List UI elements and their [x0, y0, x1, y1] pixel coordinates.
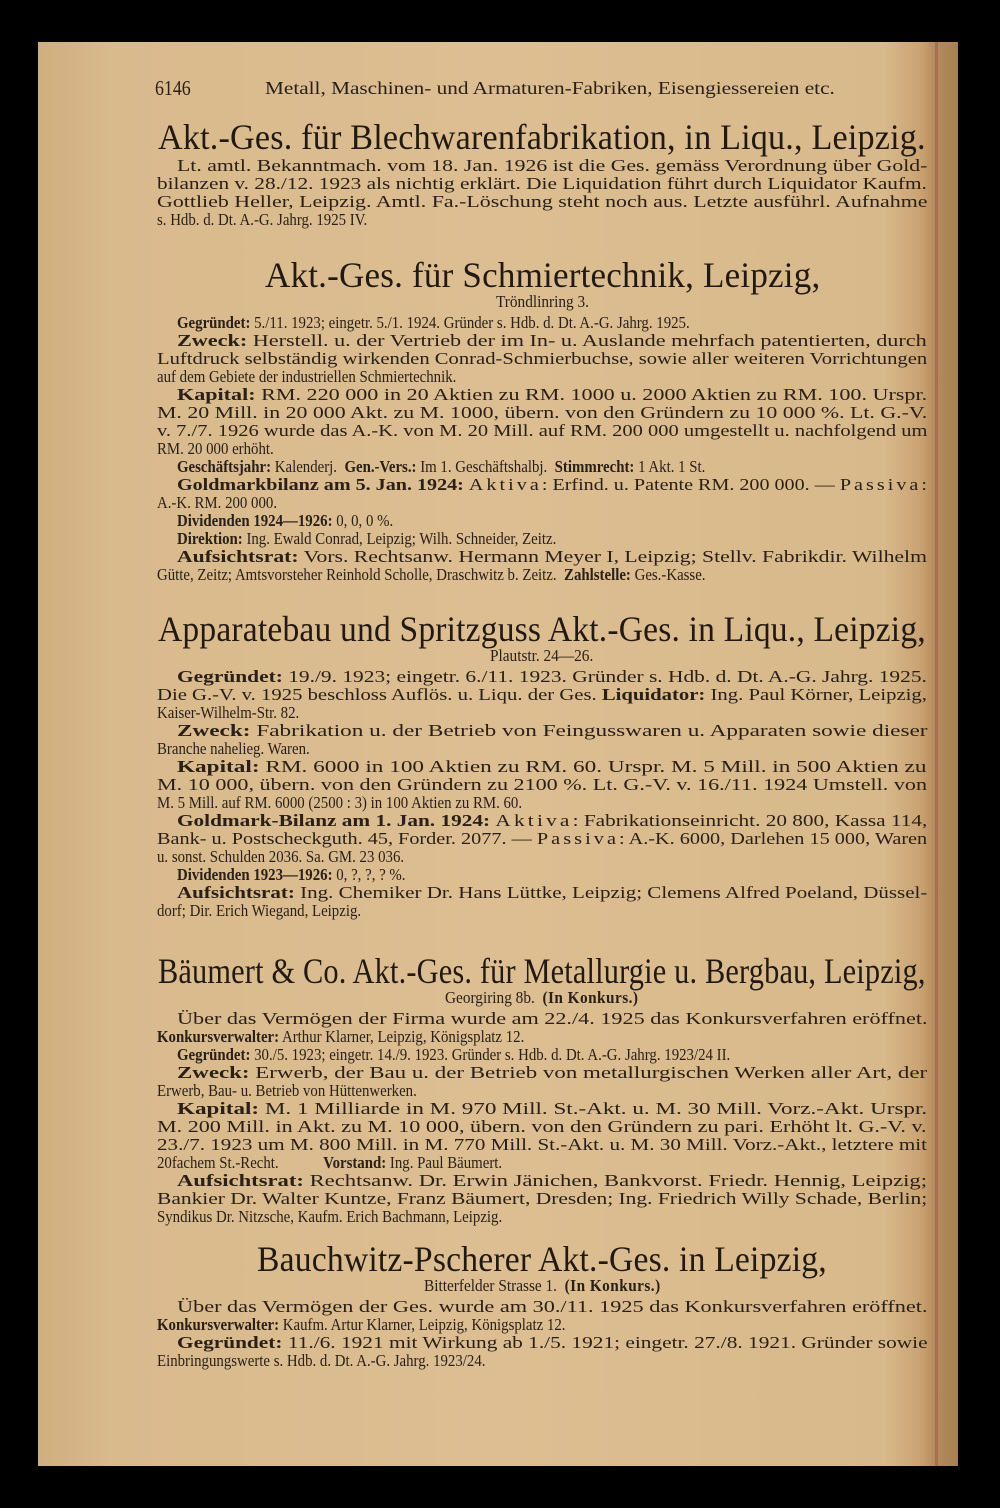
field-text: 5./11. 1923; eingetr. 5./1. 1924. Gründer s. Hdb. d. Dt. A.-G. Jahrg. 1925.	[250, 313, 690, 332]
field-label: Gegründet:	[177, 313, 251, 332]
field-text: 11./6. 1921 mit Wirkung ab 1./5. 1921; eingetr. 27./8. 1921. Gründer sowie	[282, 1333, 928, 1352]
field-text: 0, 0, 0 %.	[332, 511, 394, 530]
field-label: Goldmarkbilanz am 5. Jan. 1924:	[177, 475, 464, 494]
field-label: Zweck:	[177, 1063, 250, 1082]
field-text: RM. 6000 in 100 Aktien zu RM. 60. Urspr. M. 5 Mill. in 500 Aktien zu	[259, 757, 927, 776]
text-line	[157, 1352, 485, 1370]
field-label: Zweck:	[177, 331, 248, 350]
text-line	[177, 866, 406, 884]
field-text: Ing. Paul Bäumert.	[386, 1153, 503, 1172]
field-label: Aufsichtsrat:	[177, 1171, 304, 1190]
text-line	[177, 758, 926, 776]
text-line	[157, 193, 927, 211]
text-line	[177, 812, 927, 830]
field-text: Gottlieb Heller, Leipzig. Amtl. Fa.-Löschung steht noch aus. Letzte ausführl. Aufnahme	[157, 192, 928, 211]
text-line	[157, 566, 706, 584]
field-label: Gegründet:	[177, 667, 283, 686]
address-text: Bitterfelder Strasse 1.	[423, 1276, 557, 1295]
status-konkurs: (In Konkurs.)	[542, 988, 639, 1007]
field-text: Syndikus Dr. Nitzsche, Kaufm. Erich Bachmann, Leipzig.	[157, 1207, 503, 1226]
field-text: Kaufm. Artur Klarner, Leipzig, Königsplatz 12.	[279, 1315, 566, 1334]
text-line	[157, 1316, 566, 1334]
text-line	[157, 1208, 502, 1226]
field-text: v. 7./7. 1926 wurde das A.-K. von M. 20 Mill. auf RM. 200 000 umgestellt u. nachfolgend um	[157, 421, 928, 440]
text-line	[157, 404, 927, 422]
text-line	[157, 686, 927, 704]
field-text: Ges.-Kasse.	[630, 565, 706, 584]
field-text: RM. 20 000 erhöht.	[157, 439, 274, 458]
text-line	[177, 458, 705, 476]
field-label: Liquidator:	[601, 685, 706, 704]
text-line	[157, 740, 310, 758]
text-line	[157, 494, 277, 512]
text-line	[157, 794, 522, 812]
company-address	[490, 646, 593, 666]
text-line	[177, 1046, 730, 1064]
field-text: Gütte, Zeitz; Amtsvorsteher Reinhold Scholle, Draschwitz b. Zeitz.	[157, 565, 565, 584]
address-text: Plautstr. 24—26.	[490, 646, 594, 665]
field-label: Vorstand:	[323, 1153, 387, 1172]
field-text: Bankier Dr. Walter Kuntze, Franz Bäumert, Dresden; Ing. Friedrich Willy Schade, Berlin;	[157, 1189, 928, 1208]
field-label: Zahlstelle:	[564, 565, 631, 584]
field-label: Gen.-Vers.:	[344, 457, 417, 476]
field-text: Erwerb, Bau- u. Betrieb von Hüttenwerken.	[157, 1081, 417, 1100]
field-text: M. 20 Mill. in 20 000 Akt. zu M. 1000, übern. von den Gründern zu 10 000 %. Lt. G.-V.	[157, 403, 928, 422]
text-line	[157, 1082, 417, 1100]
field-text: : A.-K. 6000, Darlehen 15 000, Waren	[619, 829, 928, 848]
company-title: Apparatebau und Spritzguss Akt.-Ges. in Liqu., Leipzig,	[158, 609, 926, 649]
text-line	[157, 1118, 927, 1136]
field-text: Lt. amtl. Bekanntmach. vom 18. Jan. 1926 ist die Ges. gemäss Verordnung über Gold-	[177, 156, 928, 175]
text-line	[157, 350, 927, 368]
field-label: Kapital:	[177, 757, 260, 776]
company-title: Bäumert & Co. Akt.-Ges. für Metallurgie u. Bergbau, Leipzig,	[158, 951, 926, 991]
field-text: Kalenderj.	[271, 457, 345, 476]
field-label: Geschäftsjahr:	[177, 457, 272, 476]
field-label: Stimmrecht:	[554, 457, 635, 476]
field-text: 1 Akt. 1 St.	[634, 457, 706, 476]
field-label: Konkursverwalter:	[157, 1315, 280, 1334]
field-text: M. 5 Mill. auf RM. 6000 (2500 : 3) in 100 Aktien zu RM. 60.	[157, 793, 523, 812]
field-text: :	[921, 475, 927, 494]
field-label: Konkursverwalter:	[157, 1027, 280, 1046]
field-text: A.-K. RM. 200 000.	[157, 493, 278, 512]
spaced-label: Passiva	[536, 829, 620, 848]
field-text: Branche nahelieg. Waren.	[157, 739, 310, 758]
text-line	[177, 1334, 928, 1352]
page-number: 6146	[155, 76, 191, 100]
spaced-label: Passiva	[839, 475, 922, 494]
field-text: dorf; Dir. Erich Wiegand, Leipzig.	[157, 901, 362, 920]
text-line	[177, 1100, 927, 1118]
field-text: Herstell. u. der Vertrieb der im In- u. Auslande mehrfach patentierten, durch	[247, 331, 927, 350]
field-label: Dividenden 1924—1926:	[177, 511, 333, 530]
spaced-label: Aktiva	[468, 475, 542, 494]
address-text: Tröndlinring 3.	[495, 292, 589, 311]
field-label: Zweck:	[177, 721, 251, 740]
field-label: Aufsichtsrat:	[177, 883, 295, 902]
field-text: RM. 220 000 in 20 Aktien zu RM. 1000 u. 2000 Aktien zu RM. 100. Urspr.	[255, 385, 928, 404]
field-text: M. 200 Mill. in Akt. zu M. 10 000, übern. von den Gründern zu pari. Erhöht lt. G.-V. v.	[157, 1117, 927, 1136]
text-line	[157, 211, 367, 229]
text-line	[177, 157, 927, 175]
text-line	[157, 848, 404, 866]
company-title: Akt.-Ges. für Schmiertechnik, Leipzig,	[264, 255, 820, 295]
field-text: Ing. Ewald Conrad, Leipzig; Wilh. Schneider, Zeitz.	[242, 529, 557, 548]
field-text: Fabrikation u. der Betrieb von Feingusswaren u. Apparaten sowie dieser	[250, 721, 928, 740]
field-text: Kaiser-Wilhelm-Str. 82.	[157, 703, 300, 722]
field-text: Über das Vermögen der Ges. wurde am 30./11. 1925 das Konkursverfahren eröffnet.	[177, 1297, 928, 1316]
field-text: u. sonst. Schulden 2036. Sa. GM. 23 036.	[157, 847, 405, 866]
field-text: s. Hdb. d. Dt. A.-G. Jahrg. 1925 IV.	[157, 210, 368, 229]
company-title: Akt.-Ges. für Blechwarenfabrikation, in Liqu., Leipzig.	[158, 117, 926, 157]
text-line	[157, 422, 927, 440]
field-text: M. 1 Milliarde in M. 970 Mill. St.-Akt. u. M. 30 Mill. Vorz.-Akt. Urspr.	[259, 1099, 928, 1118]
field-text: 23./7. 1923 um M. 800 Mill. in M. 770 Mill. St.-Akt. u. M. 30 Mill. Vorz.-Akt., letztere mit	[157, 1135, 928, 1154]
text-line	[157, 440, 274, 458]
page-edge	[935, 42, 938, 1466]
text-line	[177, 530, 556, 548]
company-address	[445, 988, 638, 1008]
text-line	[157, 368, 456, 386]
field-text: Vors. Rechtsanw. Hermann Meyer I, Leipzig; Stellv. Fabrikdir. Wilhelm	[298, 547, 927, 566]
company-address	[496, 292, 589, 312]
spaced-label: Aktiva	[495, 811, 573, 830]
field-text: Arthur Klarner, Leipzig, Königsplatz 12.	[279, 1027, 525, 1046]
running-head: Metall, Maschinen- und Armaturen-Fabriken, Eisengiessereien etc.	[265, 78, 835, 98]
field-label: Direktion:	[177, 529, 243, 548]
text-line	[177, 668, 927, 686]
field-text: Ing. Paul Körner, Leipzig,	[705, 685, 927, 704]
field-label: Dividenden 1923—1926:	[177, 865, 333, 884]
field-text: : Erfind. u. Patente RM. 200 000. —	[541, 475, 840, 494]
text-line	[157, 1190, 927, 1208]
text-line	[177, 1064, 927, 1082]
field-text: Ing. Chemiker Dr. Hans Lüttke, Leipzig; Clemens Alfred Poeland, Düssel-	[294, 883, 928, 902]
field-label: Kapital:	[177, 1099, 260, 1118]
field-text: Rechtsanw. Dr. Erwin Jänichen, Bankvorst. Friedr. Hennig, Leipzig;	[303, 1171, 927, 1190]
field-text: : Fabrikationseinricht. 20 800, Kassa 114,	[572, 811, 928, 830]
address-text: Georgiring 8b.	[445, 988, 536, 1007]
field-text: Einbringungswerte s. Hdb. d. Dt. A.-G. Jahrg. 1923/24.	[157, 1351, 486, 1370]
text-line	[157, 776, 927, 794]
text-line	[157, 1136, 927, 1154]
field-label: Goldmark-Bilanz am 1. Jan. 1924:	[177, 811, 491, 830]
text-line	[157, 175, 927, 193]
text-line	[177, 548, 927, 566]
field-text: Erwerb, der Bau u. der Betrieb von metallurgischen Werken aller Art, der	[249, 1063, 928, 1082]
text-line	[177, 332, 927, 350]
company-address	[424, 1276, 661, 1296]
field-text: 20fachem St.-Recht.	[157, 1153, 324, 1172]
text-line	[177, 1172, 927, 1190]
text-line	[157, 830, 927, 848]
field-label: Aufsichtsrat:	[177, 547, 299, 566]
text-line	[177, 1010, 928, 1028]
field-text: Luftdruck selbständig wirkenden Conrad-Schmierbuchse, sowie aller weiteren Vorrichtungen	[157, 349, 928, 368]
field-text: Bank- u. Postscheckguth. 45, Forder. 2077. —	[157, 829, 537, 848]
field-text: auf dem Gebiete der industriellen Schmiertechnik.	[157, 367, 457, 386]
field-text: Die G.-V. v. 1925 beschloss Auflös. u. Liqu. der Ges.	[157, 685, 602, 704]
field-label: Gegründet:	[177, 1333, 283, 1352]
field-text: bilanzen v. 28./12. 1923 als nichtig erklärt. Die Liquidation führt durch Liquidator Kaufm.	[157, 174, 927, 193]
field-text: 0, ?, ?, ? %.	[332, 865, 406, 884]
field-text: Im 1. Geschäftshalbj.	[416, 457, 555, 476]
field-text: M. 10 000, übern. von den Gründern zu 2100 %. Lt. G.-V. v. 16./11. 1924 Umstell. von	[157, 775, 927, 794]
text-line	[177, 722, 928, 740]
text-line	[177, 314, 690, 332]
field-text: 30./5. 1923; eingetr. 14./9. 1923. Gründer s. Hdb. d. Dt. A.-G. Jahrg. 1923/24 II.	[250, 1045, 731, 1064]
text-line	[177, 476, 927, 494]
field-label: Kapital:	[177, 385, 256, 404]
text-line	[177, 884, 927, 902]
text-line	[157, 1028, 524, 1046]
field-text: Über das Vermögen der Firma wurde am 22./4. 1925 das Konkursverfahren eröffnet.	[177, 1009, 928, 1028]
text-line	[177, 1298, 928, 1316]
text-line	[177, 386, 927, 404]
status-konkurs: (In Konkurs.)	[564, 1276, 661, 1295]
company-title: Bauchwitz-Pscherer Akt.-Ges. in Leipzig,	[257, 1239, 827, 1279]
field-text: 19./9. 1923; eingetr. 6./11. 1923. Gründer s. Hdb. d. Dt. A.-G. Jahrg. 1925.	[282, 667, 927, 686]
text-line	[157, 704, 299, 722]
text-line	[177, 512, 393, 530]
text-line	[157, 902, 361, 920]
text-line	[157, 1154, 502, 1172]
field-label: Gegründet:	[177, 1045, 251, 1064]
